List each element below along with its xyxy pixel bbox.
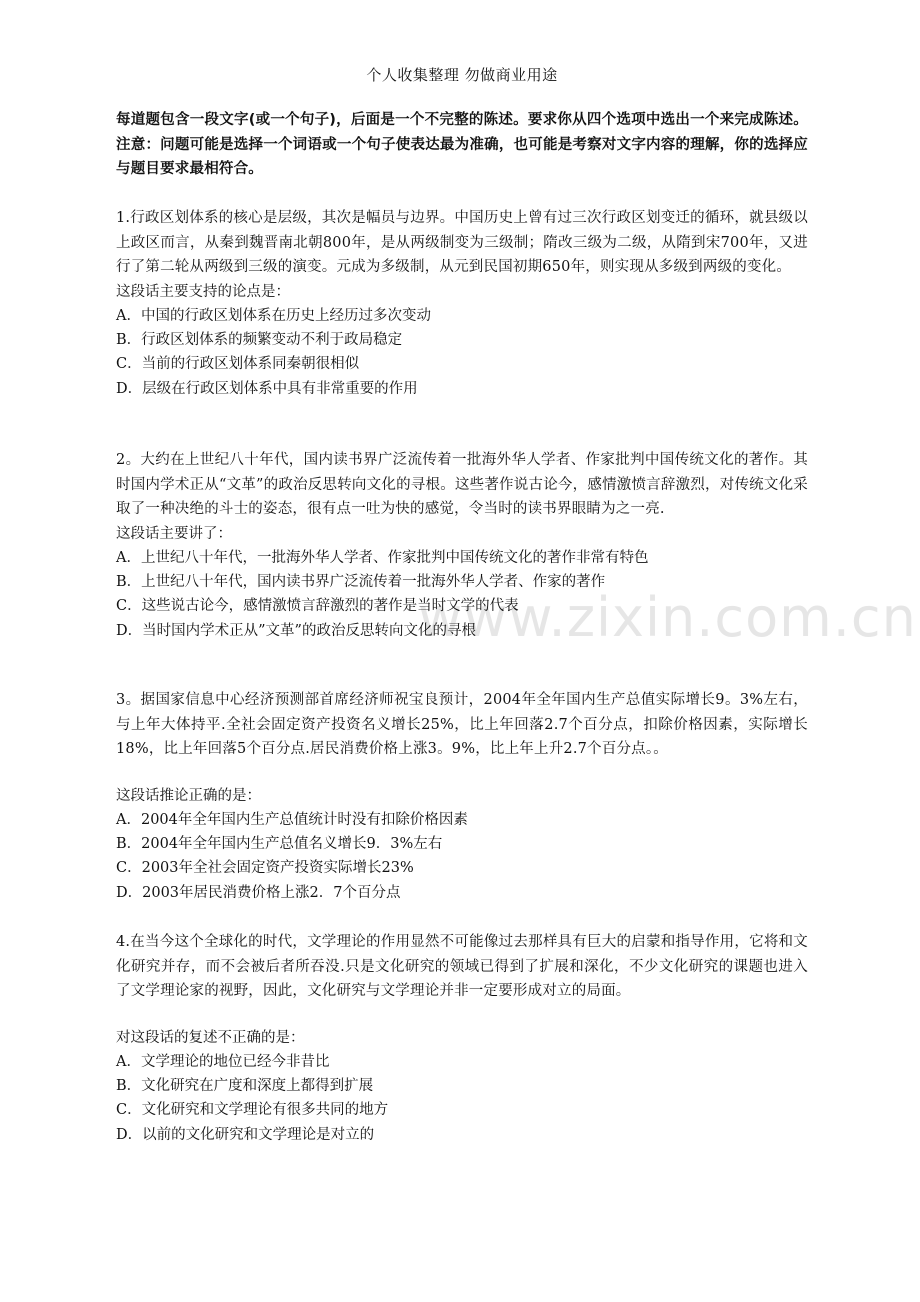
question-stem: 1.行政区划体系的核心是层级，其次是幅员与边界。中国历史上曾有过三次行政区划变迁的循环，就县级以上政区而言，从秦到魏晋南北朝800年，是从两级制变为三级制；隋改三级为二级，从隋到宋700年，又进行了第二轮从两级到三级的演变。元成为多级制，从元到民国初期650年，则实现从多级到两级的变化。 bbox=[116, 210, 808, 275]
spacer bbox=[116, 1004, 808, 1026]
question-prompt: 对这段话的复述不正确的是： bbox=[116, 1029, 305, 1046]
option-list bbox=[116, 304, 808, 401]
option-list bbox=[116, 546, 808, 643]
option-c: C．这些说古论今，感情激愤言辞激烈的著作是当时文学的代表 bbox=[116, 598, 519, 615]
question-prompt: 这段话推论正确的是： bbox=[116, 787, 261, 804]
instructions: 每道题包含一段文字(或一个句子)，后面是一个不完整的陈述。要求你从四个选项中选出一个来完成陈述。注意：问题可能是选择一个词语或一个句子使表达最为准确，也可能是考察对文字内容的理解，你的选择应与题目要求最相符合。 bbox=[116, 112, 808, 177]
option-d: D．当时国内学术正从”文革”的政治反思转向文化的寻根 bbox=[116, 622, 476, 639]
option-b: B．2004年全年国内生产总值名义增长9．3%左右 bbox=[116, 836, 443, 853]
option-a: A．2004年全年国内生产总值统计时没有扣除价格因素 bbox=[116, 812, 468, 828]
option-a: A．文学理论的地位已经今非昔比 bbox=[116, 1054, 330, 1070]
option-list bbox=[116, 1050, 808, 1147]
option-d: D．层级在行政区划体系中具有非常重要的作用 bbox=[116, 380, 418, 397]
question-prompt: 这段话主要讲了： bbox=[116, 525, 232, 542]
spacer bbox=[116, 762, 808, 784]
question-1 bbox=[116, 206, 808, 401]
option-b: B．上世纪八十年代，国内读书界广泛流传着一批海外华人学者、作家的著作 bbox=[116, 574, 606, 591]
option-a: A．上世纪八十年代，一批海外华人学者、作家批判中国传统文化的著作非常有特色 bbox=[116, 550, 649, 566]
question-prompt: 这段话主要支持的论点是： bbox=[116, 283, 290, 300]
option-d: D．以前的文化研究和文学理论是对立的 bbox=[116, 1126, 375, 1143]
option-b: B．文化研究在广度和深度上都得到扩展 bbox=[116, 1078, 374, 1095]
watermark: www.zixin.com.cn bbox=[418, 586, 917, 649]
question-stem: 2。大约在上世纪八十年代，国内读书界广泛流传着一批海外华人学者、作家批判中国传统文化的著作。其时国内学术正从“文革”的政治反思转向文化的寻根。这些著作说古论今，感情激愤言辞激烈，对传统文化采取了一种决绝的斗士的姿态，很有点一吐为快的感觉，令当时的读书界眼睛为之一亮. bbox=[116, 452, 808, 517]
option-d: D．2003年居民消费价格上涨2．7个百分点 bbox=[116, 884, 401, 901]
option-list bbox=[116, 808, 808, 905]
option-a: A．中国的行政区划体系在历史上经历过多次变动 bbox=[116, 308, 431, 324]
question-2 bbox=[116, 448, 808, 643]
question-3 bbox=[116, 688, 808, 905]
option-c: C．文化研究和文学理论有很多共同的地方 bbox=[116, 1102, 389, 1119]
question-4 bbox=[116, 930, 808, 1147]
question-stem: 3。据国家信息中心经济预测部首席经济师祝宝良预计，2004年全年国内生产总值实际增长9。3%左右，与上年大体持平.全社会固定资产投资名义增长25%，比上年回落2.7个百分点，扣除价格因素，实际增长18%，比上年回落5个百分点.居民消费价格上涨3。9%，比上年上升2.7个百分点。。 bbox=[116, 692, 808, 757]
option-c: C．当前的行政区划体系同秦朝很相似 bbox=[116, 356, 360, 373]
question-stem: 4.在当今这个全球化的时代，文学理论的作用显然不可能像过去那样具有巨大的启蒙和指导作用，它将和文化研究并存，而不会被后者所吞没.只是文化研究的领域已得到了扩展和深化，不少文化研究的课题也进入了文学理论家的视野，因此，文化研究与文学理论并非一定要形成对立的局面。 bbox=[116, 934, 808, 999]
option-b: B．行政区划体系的频繁变动不利于政局稳定 bbox=[116, 332, 403, 349]
page-header: 个人收集整理 勿做商业用途 bbox=[366, 66, 558, 84]
option-c: C．2003年全社会固定资产投资实际增长23% bbox=[116, 860, 414, 877]
